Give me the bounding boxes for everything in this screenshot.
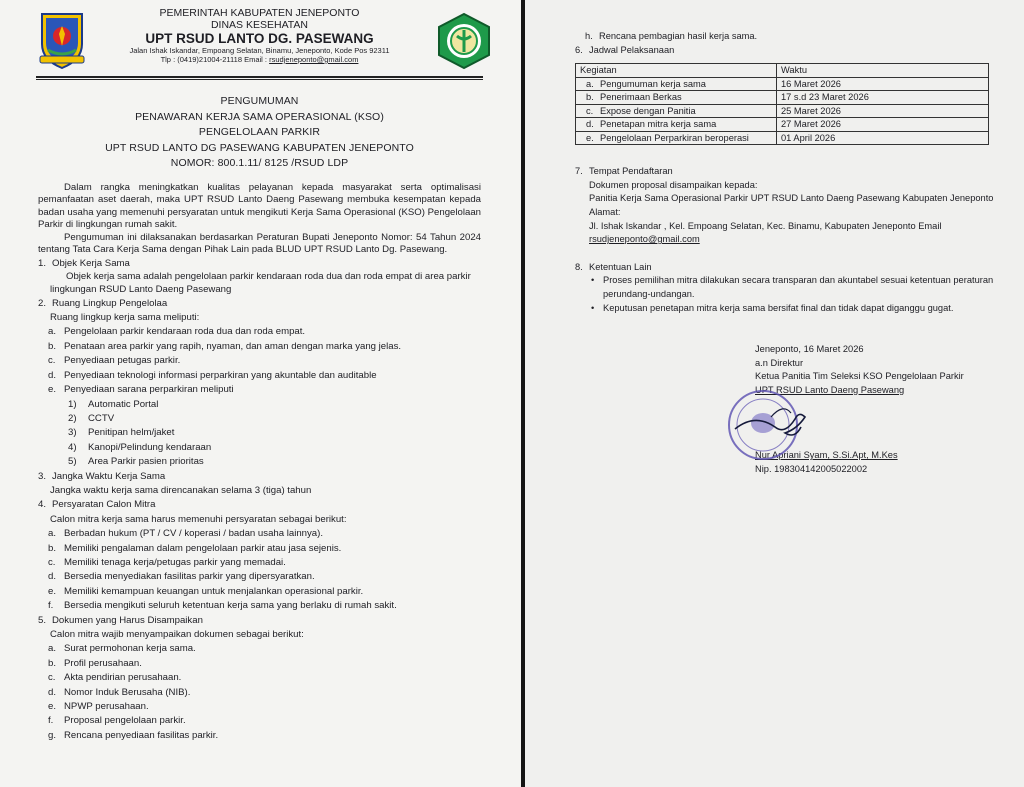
- dept-name: DINAS KESEHATAN: [210, 18, 309, 31]
- registration-recipient: Panitia Kerja Sama Operasional Parkir UPT RSUD Lanto Daeng Pasewang Kabupaten Jeneponto: [589, 193, 994, 204]
- sub-list-item: 5) Area Parkir pasien prioritas: [68, 456, 204, 468]
- contact-line: [38, 55, 481, 64]
- section-title: Objek Kerja Sama: [52, 258, 130, 270]
- list-item: a. Surat permohonan kerja sama.: [48, 643, 196, 655]
- list-item: a. Berbadan hukum (PT / CV / koperasi / badan usaha lainnya).: [48, 528, 324, 540]
- sub-list-item: 1) Automatic Portal: [68, 398, 159, 410]
- section-title: Ruang Lingkup Pengelolaa: [52, 297, 168, 309]
- address-label: Alamat:: [589, 206, 621, 217]
- intro-paragraph-2: Pengumuman ini dilaksanakan berdasarkan Peraturan Bupati Jeneponto Nomor: 54 Tahun 2024 tentang Tata Cara Kerja Sama dengan Pihak Lain pada BLUD UPT RSUD Lanto Dg. Pasewang.: [38, 231, 481, 256]
- signatory-name: Nur Apriani Syam, S.Si.Apt, M.Kes: [755, 450, 898, 461]
- section-intro: Ruang lingkup kerja sama meliputi:: [50, 312, 200, 324]
- table-row: b. Penerimaan Berkas 17 s.d 23 Maret 2026: [576, 91, 989, 105]
- section-5: [38, 614, 481, 744]
- list-item: d. Penyediaan teknologi informasi perparkiran yang akuntable dan auditable: [48, 369, 377, 381]
- sign-role: Ketua Panitia Tim Seleksi KSO Pengelolaan Parkir: [755, 371, 964, 382]
- list-item: b. Penataan area parkir yang rapih, nyaman, dan aman dengan marka yang jelas.: [48, 340, 402, 352]
- registration-line: Dokumen proposal disampaikan kepada:: [589, 179, 758, 190]
- health-department-logo: [435, 12, 493, 70]
- section-title: Tempat Pendaftaran: [589, 166, 673, 177]
- intro-paragraph-1: Dalam rangka meningkatkan kualitas pelayanan kepada masyarakat serta optimalisasi pemanfaatan aset daerah, maka UPT RSUD Lanto Daeng Pasewang membuka kesempatan kepada badan usaha yang memenuhi persyaratan untuk mengikuti Kerja Sama Operasional (KSO) Pengelolaan Parkir di lingkungan rumah sakit.: [38, 181, 481, 231]
- section-2: [38, 297, 481, 470]
- column-header-activity: Kegiatan: [576, 64, 777, 78]
- registration-email-link[interactable]: rsudjeneponto@gmail.com: [589, 234, 700, 245]
- bullet-item: • Keputusan penetapan mitra kerja sama bersifat final dan tidak dapat diganggu gugat.: [591, 302, 954, 313]
- gov-name: PEMERINTAH KABUPATEN JENEPONTO: [159, 7, 360, 19]
- signatory-nip: Nip. 198304142005022002: [755, 463, 868, 474]
- section-title: Persyaratan Calon Mitra: [52, 499, 156, 511]
- list-item: e. NPWP perusahaan.: [48, 701, 149, 713]
- list-item: e. Penyediaan sarana perparkiran meliputi: [48, 384, 234, 396]
- sign-place-date: Jeneponto, 16 Maret 2026: [755, 344, 864, 355]
- address: Jalan Ishak Iskandar, Empoang Selatan, Binamu, Jeneponto, Kode Pos 92311: [129, 46, 390, 55]
- section-number: 5.: [38, 614, 47, 626]
- page-right: [525, 0, 1024, 787]
- section-number: 8.: [575, 261, 583, 272]
- section-number: 2.: [38, 297, 47, 309]
- list-item: e. Memiliki kemampuan keuangan untuk menjalankan operasional parkir.: [48, 585, 364, 597]
- list-item: c. Memiliki tenaga kerja/petugas parkir yang memadai.: [48, 556, 286, 568]
- bullet-item: • Proses pemilihan mitra dilakukan secara transparan dan akuntabel sesuai ketentuan peraturan perundang-undangan.: [591, 275, 994, 299]
- letterhead: [38, 6, 481, 74]
- section-intro: Calon mitra wajib menyampaikan dokumen sebagai berikut:: [50, 629, 304, 640]
- list-item: d. Nomor Induk Berusaha (NIB).: [48, 686, 191, 698]
- signature-block: [755, 343, 994, 476]
- section-6-heading: 6. Jadwal Pelaksanaan: [575, 44, 675, 55]
- letterhead-rule: [36, 76, 483, 80]
- sign-organization: UPT RSUD Lanto Daeng Pasewang: [755, 384, 905, 395]
- section-intro: Calon mitra kerja sama harus memenuhi persyaratan sebagai berikut:: [50, 513, 347, 525]
- table-row: a. Pengumuman kerja sama 16 Maret 2026: [576, 77, 989, 91]
- section-number: 7.: [575, 166, 583, 177]
- section-title: Jangka Waktu Kerja Sama: [52, 470, 166, 482]
- section-title: Ketentuan Lain: [589, 261, 652, 272]
- sub-list-item: 4) Kanopi/Pelindung kendaraan: [68, 441, 212, 453]
- section-number: 4.: [38, 499, 47, 511]
- table-row: d. Penetapan mitra kerja sama 27 Maret 2026: [576, 118, 989, 132]
- section-body: Jangka waktu kerja sama direncanakan selama 3 (tiga) tahun: [50, 484, 312, 496]
- section-7: [575, 165, 994, 247]
- list-item: a. Pengelolaan parkir kendaraan roda dua dan roda empat.: [48, 326, 306, 338]
- title-line-5: NOMOR: 800.1.11/ 8125 /RSUD LDP: [170, 157, 349, 169]
- email-link[interactable]: rsudjeneponto@gmail.com: [269, 55, 359, 64]
- section-3: [38, 470, 481, 499]
- list-item: c. Akta pendirian perusahaan.: [48, 672, 182, 684]
- title-line-4: UPT RSUD LANTO DG PASEWANG KABUPATEN JENEPONTO: [105, 141, 414, 154]
- official-stamp-and-signature: [725, 383, 825, 483]
- list-item: d. Bersedia menyediakan fasilitas parkir yang dipersyaratkan.: [48, 571, 315, 583]
- sub-list-item: 3) Penitipan helm/jaket: [68, 427, 175, 439]
- table-header-row: [576, 64, 989, 78]
- phone: Tlp : (0419)21004-21118 Email :: [160, 55, 268, 64]
- list-item: c. Penyediaan petugas parkir.: [48, 355, 181, 367]
- section-8: [575, 261, 994, 315]
- table-row: e. Pengelolaan Perparkiran beroperasi 01 April 2026: [576, 131, 989, 145]
- sign-on-behalf: a.n Direktur: [755, 357, 804, 368]
- section-title: Dokumen yang Harus Disampaikan: [52, 614, 203, 626]
- table-row: c. Expose dengan Panitia 25 Maret 2026: [576, 104, 989, 118]
- jeneponto-regency-logo: [36, 10, 88, 70]
- title-line-2: PENAWARAN KERJA SAMA OPERASIONAL (KSO): [135, 110, 384, 123]
- list-item: g. Rencana penyediaan fasilitas parkir.: [48, 729, 219, 741]
- title-line-3: PENGELOLAAN PARKIR: [198, 126, 321, 138]
- section-1: [38, 257, 481, 297]
- section-number: 1.: [38, 258, 47, 270]
- schedule-table: [575, 63, 989, 145]
- section-body: Objek kerja sama adalah pengelolaan parkir kendaraan roda dua dan roda empat di area parkir lingkungan RSUD Lanto Daeng Pasewang: [50, 271, 471, 296]
- section-number: 3.: [38, 470, 47, 482]
- list-item: f. Proposal pengelolaan parkir.: [48, 715, 186, 727]
- list-item: h. Rencana pembagian hasil kerja sama.: [585, 31, 758, 41]
- list-item: b. Profil perusahaan.: [48, 657, 142, 669]
- column-header-time: Waktu: [777, 64, 989, 78]
- list-item: f. Bersedia mengikuti seluruh ketentuan kerja sama yang berlaku di rumah sakit.: [48, 600, 397, 612]
- list-item: b. Memiliki pengalaman dalam pengelolaan parkir atau jasa sejenis.: [48, 542, 342, 554]
- registration-address: Jl. Ishak Iskandar , Kel. Empoang Selatan, Kec. Binamu, Kabupaten Jeneponto Email: [589, 220, 942, 231]
- institution-name: UPT RSUD LANTO DG. PASEWANG: [145, 31, 374, 46]
- section-4: [38, 498, 481, 613]
- sub-list-item: 2) CCTV: [68, 412, 115, 424]
- announcement-title: [38, 94, 481, 172]
- title-line-1: PENGUMUMAN: [220, 95, 299, 107]
